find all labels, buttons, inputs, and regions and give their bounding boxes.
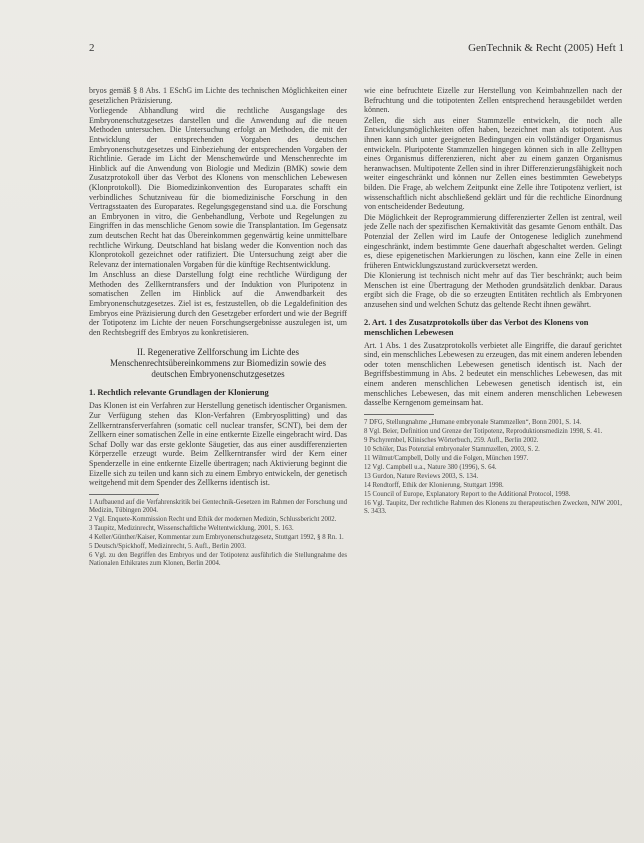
subsection-heading: 2. Art. 1 des Zusatzprotokolls über das Verbot des Klonens von menschlichen Lebewesen [364, 317, 589, 337]
text-columns [89, 86, 622, 821]
footnote: 15 Council of Europe, Explanatory Report to the Additional Protocol, 1998. [364, 490, 571, 498]
paragraph: Die Klonierung ist technisch nicht mehr auf das Tier beschränkt; auch beim Menschen ist eine Übertragung der Methoden grundsätzlich denkbar. Daraus ergibt sich die Frage, ob die so erzeugten Entitäten rechtlich als Embryonen anzusehen sind und welchen Schutz das geltende Recht ihnen gewährt. [364, 271, 622, 310]
section-heading: II. Regenerative Zellforschung im Lichte des Menschenrechtsübereinkommens zur Biomedizin sowie des deutschen Embryonenschutzgesetzes [110, 347, 326, 380]
footnote: 3 Taupitz, Medizinrecht, Wissenschaftliche Weltentwicklung, 2001, S. 163. [89, 524, 294, 532]
footnote: 1 Aufbauend auf die Verfahrenskritik bei Gentechnik-Gesetzen im Rahmen der Forschung und Medizin, Tübingen 2004. [89, 498, 347, 514]
paragraph: Zellen, die sich aus einer Stammzelle entwickeln, die noch alle Entwicklungsmöglichkeiten offen haben, bezeichnet man als totipotent. Aus ihnen kann sich unter geeigneten Bedingungen ein vollständiger Organismus entwickeln. Pluripotente Stammzellen hingegen können sich in alle Zelltypen eines Organismus differenzieren, nicht aber zu einem ganzen Organismus heranwachsen. Multipotente Zellen sind in ihrer Differenzierungsfähigkeit noch weiter eingeschränkt und können nur Zellen eines bestimmten Gewebetyps bilden. Die Frage, ab welchem Zeitpunkt eine Zelle ihre Totipotenz verliert, ist wissenschaftlich nicht abschließend geklärt und für die rechtliche Einordnung von entscheidender Bedeutung. [364, 115, 622, 212]
paragraph: wie eine befruchtete Eizelle zur Herstellung von Keimbahnzellen nach der Befruchtung und die totipotenten Zellen entsprechend herausgebildet werden können. [364, 86, 622, 115]
footnote: 16 Vgl. Taupitz, Der rechtliche Rahmen des Klonens zu therapeutischen Zwecken, NJW 2001, S. 3433. [364, 499, 622, 515]
paragraph: Das Klonen ist ein Verfahren zur Herstellung genetisch identischer Organismen. Zur Verfügung stehen das Klon-Verfahren (Embryosplitting) und das Zellkerntransferverfahren (somatic cell nuclear transfer, SCNT), bei dem der Zellkern einer somatischen Zelle in eine entkernte Eizelle eingebracht wird. Das Schaf Dolly war das erste geklonte Säugetier, das aus einer ausdifferenzierten Körperzelle erzeugt wurde. Beim Zellkerntransfer wird der Kern einer Spenderzelle in eine entkernte Eizelle übertragen; nach Aktivierung beginnt die Eizelle sich zu teilen und kann sich zu einem Embryo entwickeln, der genetisch weitgehend mit dem Spender des Zellkerns identisch ist. [89, 401, 347, 488]
right-column [364, 86, 622, 821]
subsection-heading: 1. Rechtlich relevante Grundlagen der Klonierung [89, 388, 269, 398]
paragraph: Vorliegende Abhandlung wird die rechtliche Ausgangslage des Embryonenschutzgesetzes darstellen und die Anwendung auf die neuen Methoden untersuchen. Die Untersuchung erfolgt an Methoden, die mit der Entwicklung der entsprechenden Vorgaben des deutschen Embryonenschutzgesetzes und Einbeziehung der entsprechenden Vorgaben der Richtlinie. Gerade im Licht der Menschenwürde und Menschenrechte im Hinblick auf die Anwendung von Biologie und Medizin (BMK) sowie dem Zusatzprotokoll über das Verbot des Klonens von menschlichen Lebewesen (Klonprotokoll). Die Biomedizinkonvention des Europarates schafft ein verbindliches Schutzniveau für die biomedizinische Forschung in den Vertragsstaaten des Europarates. Regelungsgegenstand sind u.a. die Forschung an Embryonen in vitro, die Genbehandlung, Verbote und Regelungen zu Eingriffen in das menschliche Genom sowie die Transplantation. Im Gegensatz zum deutschen Recht hat das Übereinkommen gegenwärtig keine unmittelbare rechtliche Wirkung. Deutschland hat bislang weder die Konvention noch das Klonprotokoll gezeichnet oder ratifiziert. Die Untersuchung zeigt aber die Relevanz der internationalen Vorgaben für die künftige Rechtsentwicklung. [89, 106, 347, 269]
footnote: 2 Vgl. Enquete-Kommission Recht und Ethik der modernen Medizin, Schlussbericht 2002. [89, 515, 337, 523]
paragraph: bryos gemäß § 8 Abs. 1 ESchG im Lichte des technischen Möglichkeiten einer gesetzlichen Präzisierung. [89, 86, 347, 105]
footnote-rule [364, 414, 434, 415]
footnote: 5 Deutsch/Spickhoff, Medizinrecht, 5. Aufl., Berlin 2003. [89, 542, 246, 550]
footnote: 8 Vgl. Beier, Definition und Grenze der Totipotenz, Reproduktionsmedizin 1998, S. 41. [364, 427, 603, 435]
journal-title: GenTechnik & Recht (2005) Heft 1 [468, 42, 624, 54]
paragraph: Art. 1 Abs. 1 des Zusatzprotokolls verbietet alle Eingriffe, die darauf gerichtet sind, ein menschliches Lebewesen zu erzeugen, das mit einem anderen lebenden oder toten menschlichen Lebewesen genetisch identisch ist. Nach der Begriffsbestimmung in Abs. 2 bedeutet ein menschliches Lebewesen, das mit einem anderen menschlichen Lebewesen genetisch identisch ist, ein menschliches Lebewesen, das mit einem anderen menschlichen Lebewesen dasselbe Kerngenom gemeinsam hat. [364, 340, 622, 408]
footnote: 9 Pschyrembel, Klinisches Wörterbuch, 259. Aufl., Berlin 2002. [364, 436, 539, 444]
footnote: 6 Vgl. zu den Begriffen des Embryos und der Totipotenz ausführlich die Stellungnahme des Nationalen Ethikrates zum Klonen, Berlin 2004. [89, 551, 347, 567]
footnote: 13 Gurdon, Nature Reviews 2003, S. 134. [364, 472, 479, 480]
page-number: 2 [89, 42, 95, 54]
left-column [89, 86, 347, 821]
footnote: 7 DFG, Stellungnahme „Humane embryonale Stammzellen“, Bonn 2001, S. 14. [364, 418, 582, 426]
footnote: 10 Schöler, Das Potenzial embryonaler Stammzellen, 2003, S. 2. [364, 445, 540, 453]
page-header [89, 42, 624, 58]
paragraph: Im Anschluss an diese Darstellung folgt eine rechtliche Würdigung der Methoden des Zellkerntransfers und der Induktion von Pluripotenz in somatischen Zellen im Hinblick auf die Anwendbarkeit des Embryonenschutzgesetzes. Ziel ist es, festzustellen, ob die Legaldefinition des Embryos eine Präzisierung durch den Gesetzgeber erfordert und wie der Begriff der Totipotenz im Lichte der neuen Forschungsergebnisse auszulegen ist, um den Rechtsbegriff des Embryos zu konkretisieren. [89, 270, 347, 337]
footnote: 11 Wilmut/Campbell, Dolly und die Folgen, München 1997. [364, 454, 529, 462]
paragraph: Die Möglichkeit der Reprogrammierung differenzierter Zellen ist zentral, weil jede Zelle nach der spezifischen Kernaktivität das gesamte Genom enthält. Das Potenzial der Zellen wird im Laufe der Ontogenese lediglich zunehmend eingeschränkt, indem bestimmte Gene dauerhaft abgeschaltet werden. Gelingt es, diese epigenetischen Markierungen zu löschen, kann eine Zelle in einen früheren Entwicklungszustand zurückversetzt werden. [364, 212, 622, 270]
footnote: 4 Keller/Günther/Kaiser, Kommentar zum Embryonenschutzgesetz, Stuttgart 1992, § 8 Rn. 1. [89, 533, 344, 541]
footnote: 14 Rendtorff, Ethik der Klonierung, Stuttgart 1998. [364, 481, 504, 489]
footnote: 12 Vgl. Campbell u.a., Nature 380 (1996), S. 64. [364, 463, 497, 471]
footnote-rule [89, 494, 159, 495]
